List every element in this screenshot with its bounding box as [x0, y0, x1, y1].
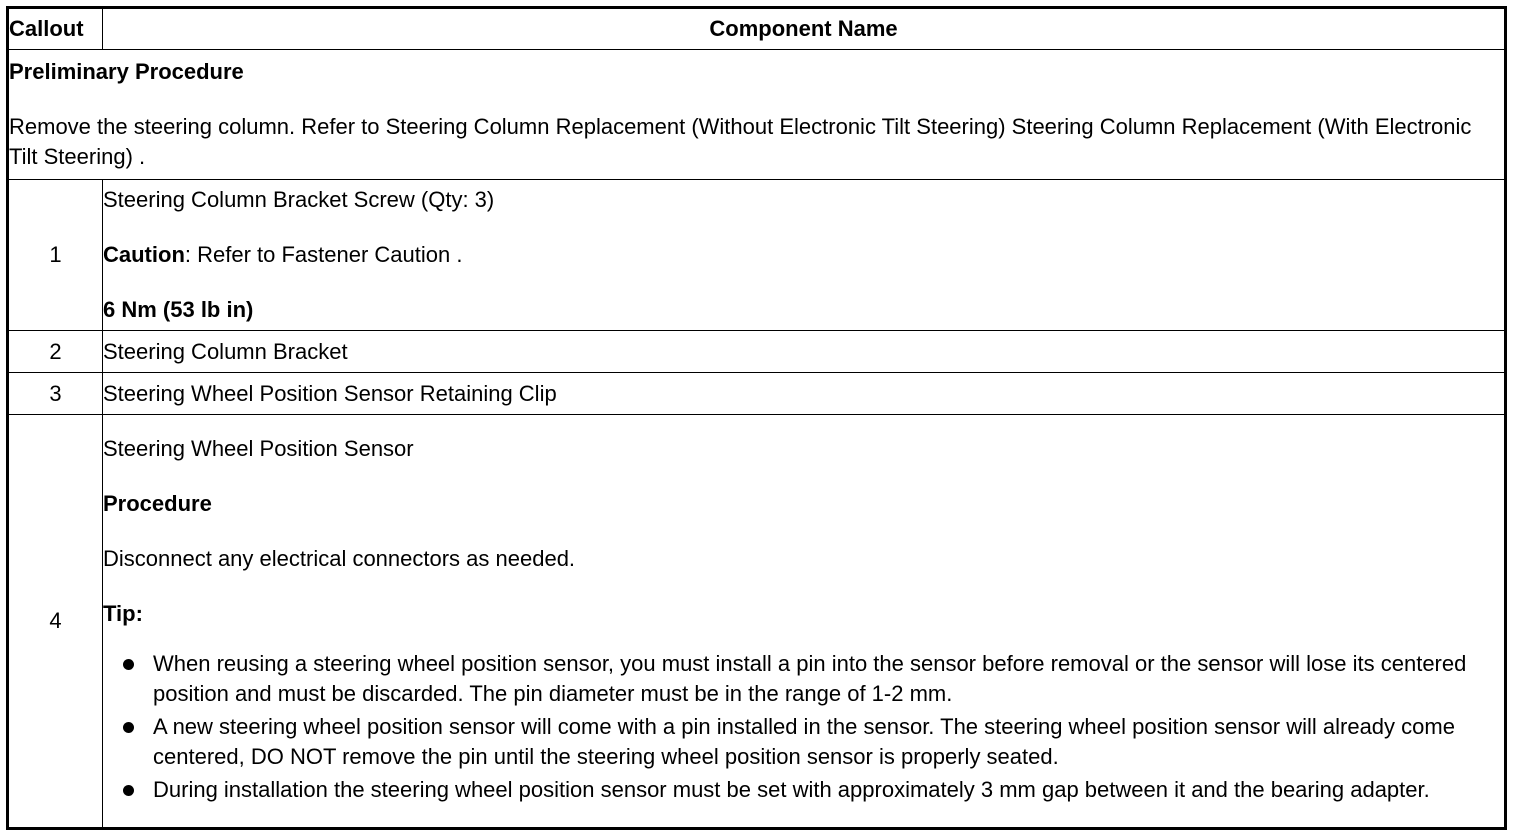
procedure-text: Disconnect any electrical connectors as needed.: [103, 546, 576, 571]
component-name-header: Component Name: [103, 8, 1506, 50]
caution-text: : Refer to Fastener Caution .: [184, 242, 463, 267]
callout-number: 4: [8, 415, 103, 829]
table-row: [8, 373, 1506, 415]
component-cell: [103, 415, 1506, 829]
table-row: [8, 180, 1506, 331]
preliminary-text: Remove the steering column. Refer to Steering Column Replacement (Without Electronic Tilt Steering) Steering Column Replacement (With Electronic Tilt Steering) .: [9, 114, 1472, 169]
header-row: [8, 8, 1506, 50]
procedure-label: Procedure: [103, 491, 212, 516]
callout-number: 1: [8, 180, 103, 331]
table-row: [8, 331, 1506, 373]
tip-label: Tip:: [103, 601, 143, 626]
callout-number: 2: [8, 331, 103, 373]
caution-label: Caution: [103, 242, 185, 267]
torque-spec: 6 Nm (53 lb in): [103, 297, 254, 322]
table-row: [8, 415, 1506, 829]
component-name: Steering Wheel Position Sensor Retaining Clip: [103, 373, 1506, 415]
component-table: [6, 6, 1507, 830]
caution-line: [103, 240, 1504, 270]
component-name: Steering Column Bracket: [103, 331, 1506, 373]
preliminary-row: [8, 50, 1506, 180]
component-name: Steering Column Bracket Screw (Qty: 3): [103, 187, 495, 212]
preliminary-title: Preliminary Procedure: [9, 59, 244, 84]
list-item: A new steering wheel position sensor will come with a pin installed in the sensor. The steering wheel position sensor will already come centered, DO NOT remove the pin until the steering wheel position sensor is properly seated.: [123, 712, 1504, 772]
tip-list: [103, 649, 1504, 805]
callout-number: 3: [8, 373, 103, 415]
component-cell: [103, 180, 1506, 331]
preliminary-cell: [8, 50, 1506, 180]
list-item: When reusing a steering wheel position sensor, you must install a pin into the sensor before removal or the sensor will lose its centered position and must be discarded. The pin diameter must be in the range of 1-2 mm.: [123, 649, 1504, 709]
component-name: Steering Wheel Position Sensor: [103, 436, 414, 461]
callout-header: Callout: [8, 8, 103, 50]
list-item: During installation the steering wheel position sensor must be set with approximately 3 mm gap between it and the bearing adapter.: [123, 775, 1504, 805]
